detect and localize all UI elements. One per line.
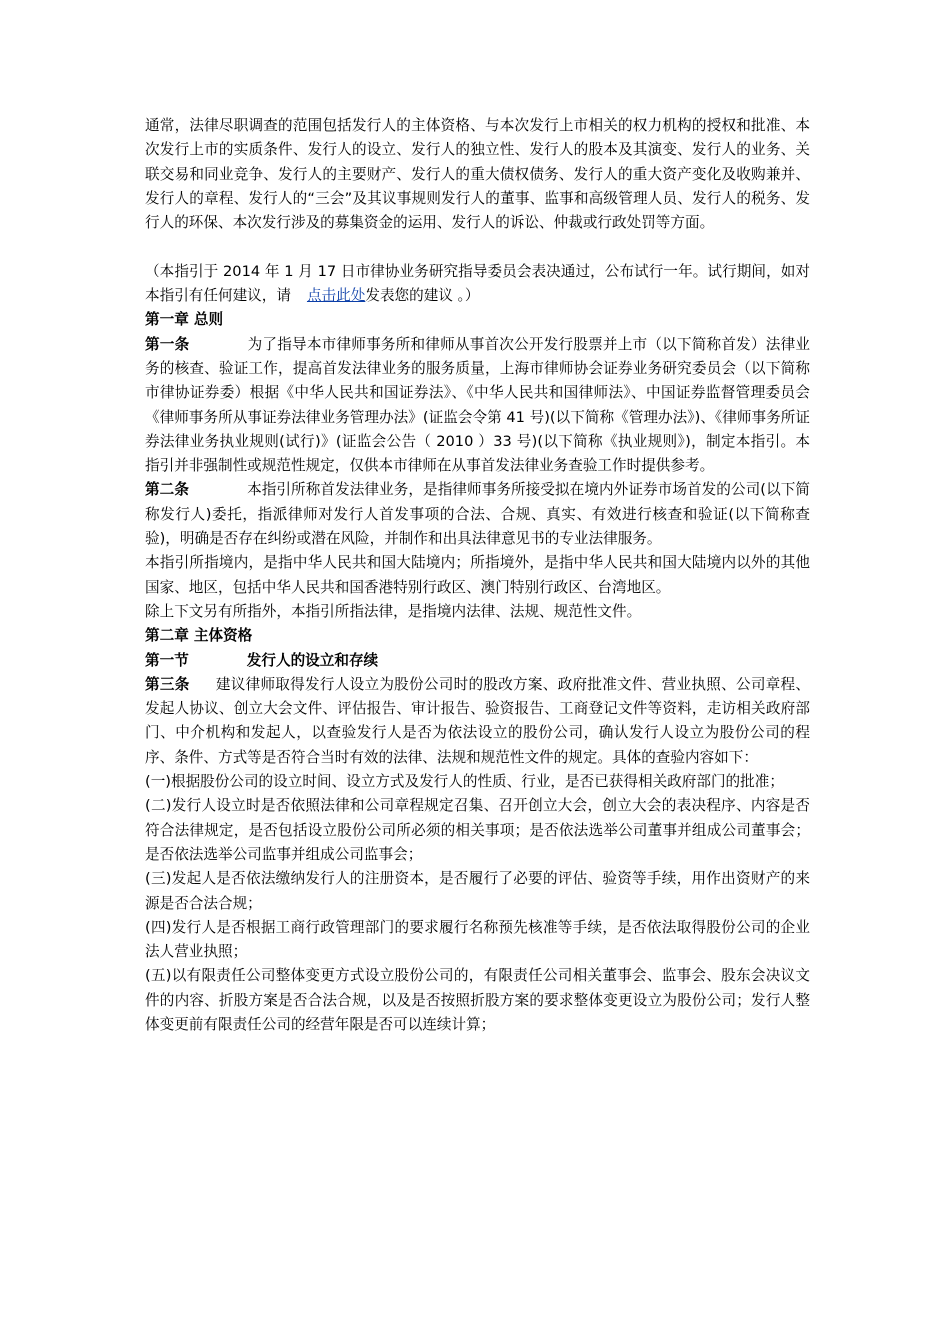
article-label: 第二条 (145, 481, 189, 499)
article-2 (145, 478, 810, 551)
article-label: 第一条 (145, 335, 190, 353)
law-paragraph: 除上下文另有所指外，本指引所指法律，是指境内法律、法规、规范性文件。 (145, 602, 642, 620)
note-text-after: 发表您的建议 。） (365, 287, 480, 305)
article-3 (145, 673, 810, 770)
list-item: (一)根据股份公司的设立时间、设立方式及发行人的性质、行业，是否已获得相关政府部门的批准； (145, 773, 784, 791)
chapter-heading: 第一章 总则 (145, 311, 224, 329)
list-item: (五)以有限责任公司整体变更方式设立股份公司的，有限责任公司相关董事会、监事会、股东会决议文件的内容、折股方案是否合法合规，以及是否按照折股方案的要求整体变更设立为股份公司；发行人整体变更前有限责任公司的经营年限是否可以连续计算； (145, 967, 810, 1033)
territory-paragraph: 本指引所指境内，是指中华人民共和国大陆境内；所指境外，是指中华人民共和国大陆境内以外的其他国家、地区，包括中华人民共和国香港特别行政区、澳门特别行政区、台湾地区。 (145, 554, 810, 596)
document-page (145, 114, 810, 1037)
list-item: (三)发起人是否依法缴纳发行人的注册资本，是否履行了必要的评估、验资等手续，用作出资财产的来源是否合法合规； (145, 870, 810, 912)
article-text: 本指引所称首发法律业务，是指律师事务所接受拟在境内外证券市场首发的公司(以下简称发行人)委托，指派律师对发行人首发事项的合法、合规、真实、有效进行核查和验证(以下简称查验)，明确是否存在纠纷或潜在风险，并制作和出具法律意见书的专业法律服务。 (145, 481, 810, 548)
list-item: (四)发行人是否根据工商行政管理部门的要求履行名称预先核准等手续，是否依法取得股份公司的企业法人营业执照； (145, 918, 810, 961)
article-label: 第三条 (145, 675, 190, 693)
note-text: （本指引于 2014 年 1 月 17 日市律协业务研究指导委员会表决通过，公布试行一年。试行期间，如对本指引有任何建议，请 (145, 262, 810, 305)
note-paragraph (145, 260, 810, 309)
list-item: (二)发行人设立时是否依照法律和公司章程规定召集、召开创立大会，创立大会的表决程序、内容是否符合法律规定，是否包括设立股份公司所必须的相关事项；是否依法选举公司董事并组成公司董事会；是否依法选举公司监事并组成公司监事会； (145, 797, 810, 863)
intro-paragraph: 通常，法律尽职调查的范围包括发行人的主体资格、与本次发行上市相关的权力机构的授权和批准、本次发行上市的实质条件、发行人的设立、发行人的独立性、发行人的股本及其演变、发行人的业务、关联交易和同业竞争、发行人的主要财产、发行人的重大债权债务、发行人的重大资产变化及收购兼并、发行人的章程、发行人的“三会”及其议事规则发行人的董事、监事和高级管理人员、发行人的税务、发行人的环保、本次发行涉及的募集资金的运用、发行人的诉讼、仲裁或行政处罚等方面。 (145, 117, 810, 232)
feedback-link[interactable]: 点击此处 (306, 287, 366, 305)
section-title: 发行人的设立和存续 (246, 651, 379, 669)
article-text: 建议律师取得发行人设立为股份公司时的股改方案、政府批准文件、营业执照、公司章程、发起人协议、创立大会文件、评估报告、审计报告、验资报告、工商登记文件等资料，走访相关政府部门、中介机构和发起人，以查验发行人是否为依法设立的股份公司，确认发行人设立为股份公司的程序、条件、方式等是否符合当时有效的法律、法规和规范性文件的规定。具体的查验内容如下： (145, 675, 810, 766)
blank-line (145, 235, 810, 259)
article-1 (145, 333, 810, 479)
chapter-heading: 第二章 主体资格 (145, 627, 253, 645)
section-heading (145, 649, 810, 673)
article-text: 为了指导本市律师事务所和律师从事首次公开发行股票并上市（以下简称首发）法律业务的核查、验证工作，提高首发法律业务的服务质量，上海市律师协会证券业务研究委员会（以下简称市律协证券委）根据《中华人民共和国证券法》、《中华人民共和国律师法》、中国证券监督管理委员会《律师事务所从事证券法律业务管理办法》(证监会令第 41 号)(以下简称《管理办法》)、《律师事务所证券法律业务执业规则(试行)》(证监会公告（ 2010 ）33 号)(以下简称《执业规则》)，制定本指引。本指引并非强制性或规范性规定，仅供本市律师在从事首发法律业务查验工作时提供参考。 (145, 335, 810, 475)
section-label: 第一节 (145, 651, 189, 669)
